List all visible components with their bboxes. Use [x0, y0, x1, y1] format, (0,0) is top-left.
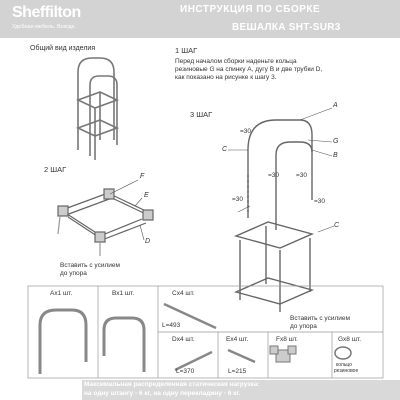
part-g-drawing: [335, 347, 351, 359]
part-c-length: L=493: [162, 322, 181, 329]
step2-letter-f: F: [140, 173, 145, 180]
step2-frame-drawing: [58, 189, 153, 256]
step2-title: 2 ШАГ: [44, 165, 67, 174]
step2-note-line-1: Вставить с усилием: [60, 262, 120, 269]
part-e-label: Ex4 шт.: [226, 336, 249, 343]
part-e-drawing: [228, 350, 255, 362]
part-g-note-line-2: резиновое: [334, 368, 359, 374]
step2-leader-lines: [110, 180, 144, 240]
footer-load-title: Максимальная распределенная статическая нагрузка:: [84, 381, 260, 388]
brand-tagline: Удобная мебель. Всегда.: [12, 24, 76, 30]
part-e-length: L=215: [228, 368, 247, 375]
footer-load-values: на одну штангу - 6 кг, на одну перекладину - 6 кг.: [84, 390, 241, 397]
part-g-note-line-1: кольцо: [336, 362, 353, 368]
part-f-label: Fх8 шт.: [276, 336, 298, 343]
step2-note-line-2: до упора: [60, 270, 87, 277]
page-title: ИНСТРУКЦИЯ ПО СБОРКЕ: [180, 4, 321, 15]
part-b-label: Вх1 шт.: [112, 290, 135, 297]
part-d-label: Dх4 шт.: [172, 336, 195, 343]
part-f-drawing: [270, 346, 296, 362]
step3-dim-1: =30: [240, 128, 252, 135]
step3-note-line-1: Вставить с усилием: [290, 315, 350, 322]
step3-letter-a: A: [333, 102, 338, 109]
step3-leader-lines: [228, 108, 334, 232]
step3-dim-2: =30: [268, 172, 280, 179]
step3-dim-4: =30: [232, 196, 244, 203]
step1-text-line-3: как показано на рисунке к шагу 3.: [175, 74, 277, 81]
overview-label: Общий вид изделия: [30, 45, 96, 52]
step1-text-line-2: резиновые G на спинку А, дугу В и две трубки D,: [175, 66, 323, 73]
step1-title: 1 ШАГ: [175, 46, 198, 55]
step3-title: 3 ШАГ: [190, 110, 213, 119]
part-c-label: Сх4 шт.: [172, 290, 195, 297]
parts-table-grid: [28, 286, 383, 378]
step3-letter-g: G: [333, 138, 339, 145]
step3-rack-drawing: [236, 120, 312, 312]
part-a-drawing: [40, 310, 86, 374]
step2-letter-d: D: [145, 238, 151, 245]
step3-letter-c-left: C: [222, 146, 228, 153]
model-title: ВЕШАЛКА SHT-SUR3: [232, 22, 341, 33]
step3-dim-5: =30: [314, 198, 326, 205]
part-d-length: L=370: [176, 368, 195, 375]
part-g-label: Gх8 шт.: [338, 336, 362, 343]
step3-letter-c-right: C: [334, 222, 340, 229]
step3-note-line-2: до упора: [290, 323, 317, 330]
part-b-drawing: [104, 318, 144, 372]
brand-logo: Sheffilton: [12, 4, 81, 21]
overview-rack-drawing: [78, 58, 117, 160]
step3-dim-3: =30: [296, 172, 308, 179]
step3-letter-b: B: [333, 152, 338, 159]
part-a-label: Ах1 шт.: [50, 290, 73, 297]
step2-letter-e: E: [144, 192, 149, 199]
step1-text-line-1: Перед началом сборки наденьте кольца: [175, 58, 297, 65]
